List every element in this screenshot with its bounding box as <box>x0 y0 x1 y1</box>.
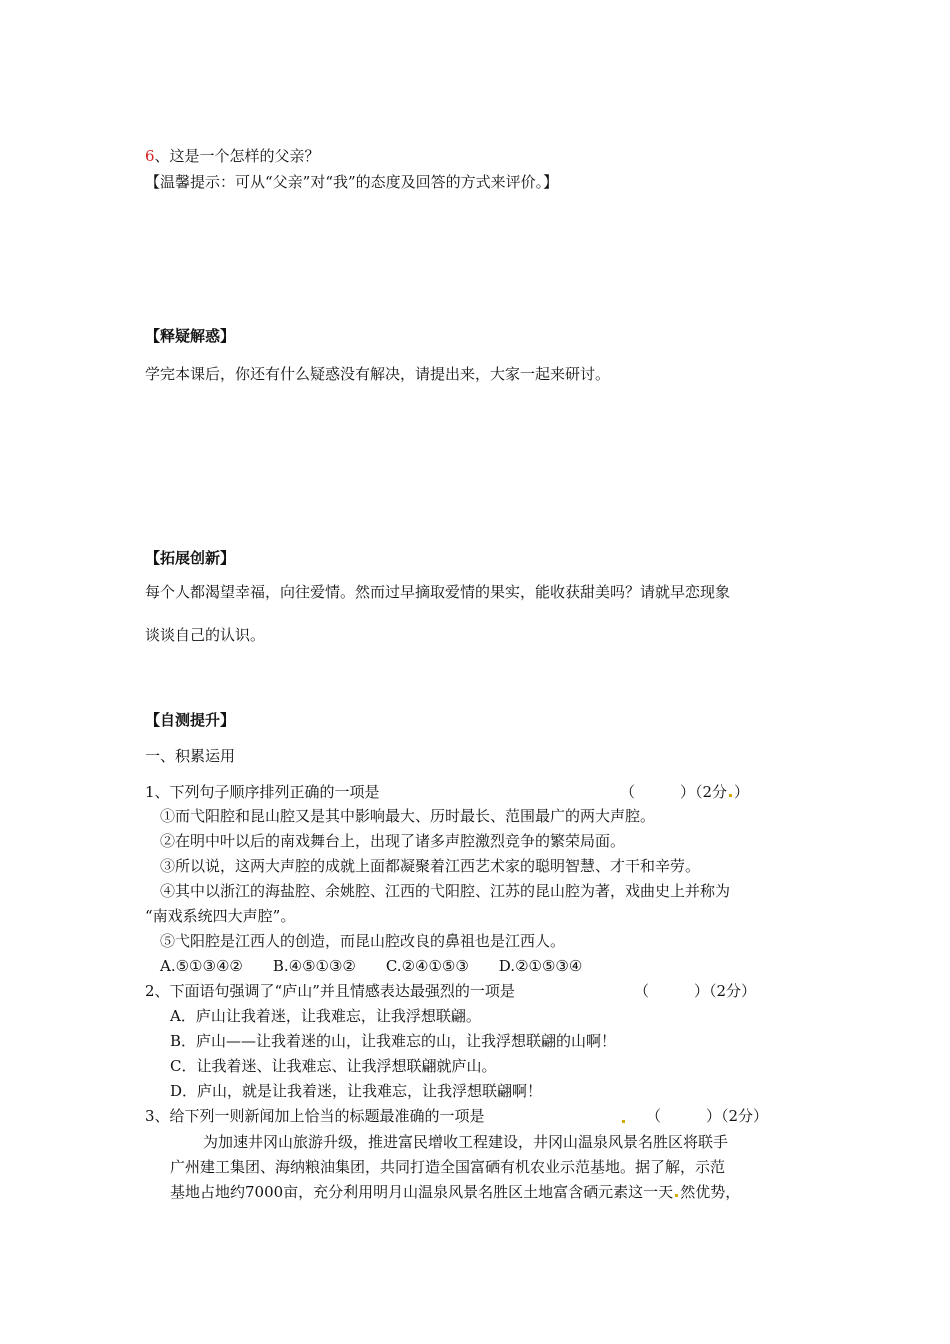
section-body-shiyi: 学完本课后，你还有什么疑惑没有解决，请提出来，大家一起来研讨。 <box>145 365 611 383</box>
question-2-option: C．让我着迷、让我难忘、让我浮想联翩就庐山。 <box>170 1057 497 1075</box>
question-1-options: A.⑤①③④② B.④⑤①③② C.②④①⑤③ D.②①⑤③④ <box>160 957 583 975</box>
question-1-item: ⑤弋阳腔是江西人的创造，而昆山腔改良的鼻祖也是江西人。 <box>160 932 566 950</box>
question-1-item: ④其中以浙江的海盐腔、余姚腔、江西的弋阳腔、江苏的昆山腔为著，戏曲史上并称为 <box>160 882 731 900</box>
question-1-paren-close: ） <box>734 783 750 801</box>
section-body-tuozhan-line1: 每个人都渴望幸福，向往爱情。然而过早摘取爱情的果实，能收获甜美吗？请就早恋现象 <box>145 583 731 601</box>
question-3-passage-line: 广州建工集团、海纳粮油集团，共同打造全国富硒有机农业示范基地。据了解，示范 <box>170 1158 726 1176</box>
question-2-option: B．庐山——让我着迷的山，让我难忘的山，让我浮想联翩的山啊！ <box>170 1032 617 1050</box>
hint-text: 【温馨提示：可从“父亲”对“我”的态度及回答的方式来评价。】 <box>145 173 559 191</box>
section-heading-shiyi: 【释疑解惑】 <box>145 327 236 345</box>
question-2-paren: （ ）（2分） <box>634 982 757 1000</box>
question-3-passage-line <box>170 1182 740 1202</box>
question-2-option: A．庐山让我着迷，让我难忘，让我浮想联翩。 <box>170 1007 481 1025</box>
section-heading-zice: 【自测提升】 <box>145 711 236 729</box>
section-heading-tuozhan: 【拓展创新】 <box>145 549 236 567</box>
question-6-text: 、这是一个怎样的父亲？ <box>154 147 320 165</box>
question-6 <box>145 146 320 166</box>
question-3-passage-text: 基地占地约7000亩，充分利用明月山温泉风景名胜区土地富含硒元素这一天 <box>170 1183 674 1201</box>
question-2-stem: 2、下面语句强调了“庐山”并且情感表达最强烈的一项是 <box>145 982 515 1000</box>
highlight-dot <box>729 794 732 797</box>
question-1-paren-text: （ ）（2分 <box>620 783 728 801</box>
section-body-tuozhan-line2: 谈谈自己的认识。 <box>145 626 266 644</box>
question-2-option: D．庐山，就是让我着迷，让我难忘，让我浮想联翩啊！ <box>170 1082 543 1100</box>
highlight-dot <box>622 1120 625 1123</box>
part-heading: 一、积累运用 <box>145 747 236 765</box>
question-1-item: ②在明中叶以后的南戏舞台上，出现了诸多声腔激烈竞争的繁荣局面。 <box>160 832 626 850</box>
question-1-item: “南戏系统四大声腔”。 <box>145 907 296 925</box>
question-1-item: ③所以说，这两大声腔的成就上面都凝聚着江西艺术家的聪明智慧、才干和辛劳。 <box>160 857 701 875</box>
question-1-stem: 1、下列句子顺序排列正确的一项是 <box>145 783 380 801</box>
highlight-dot <box>675 1194 678 1197</box>
question-3-passage-text: 然优势， <box>680 1183 741 1201</box>
question-1-paren <box>620 782 749 802</box>
question-6-number: 6 <box>145 147 155 165</box>
question-1-item: ①而弋阳腔和昆山腔又是其中影响最大、历时最长、范围最广的两大声腔。 <box>160 807 656 825</box>
question-3-paren: （ ）（2分） <box>646 1107 769 1125</box>
question-3-stem: 3、给下列一则新闻加上恰当的标题最准确的一项是 <box>145 1107 485 1125</box>
question-3-passage-line: 为加速井冈山旅游升级，推进富民增收工程建设，井冈山温泉风景名胜区将联手 <box>203 1133 729 1151</box>
